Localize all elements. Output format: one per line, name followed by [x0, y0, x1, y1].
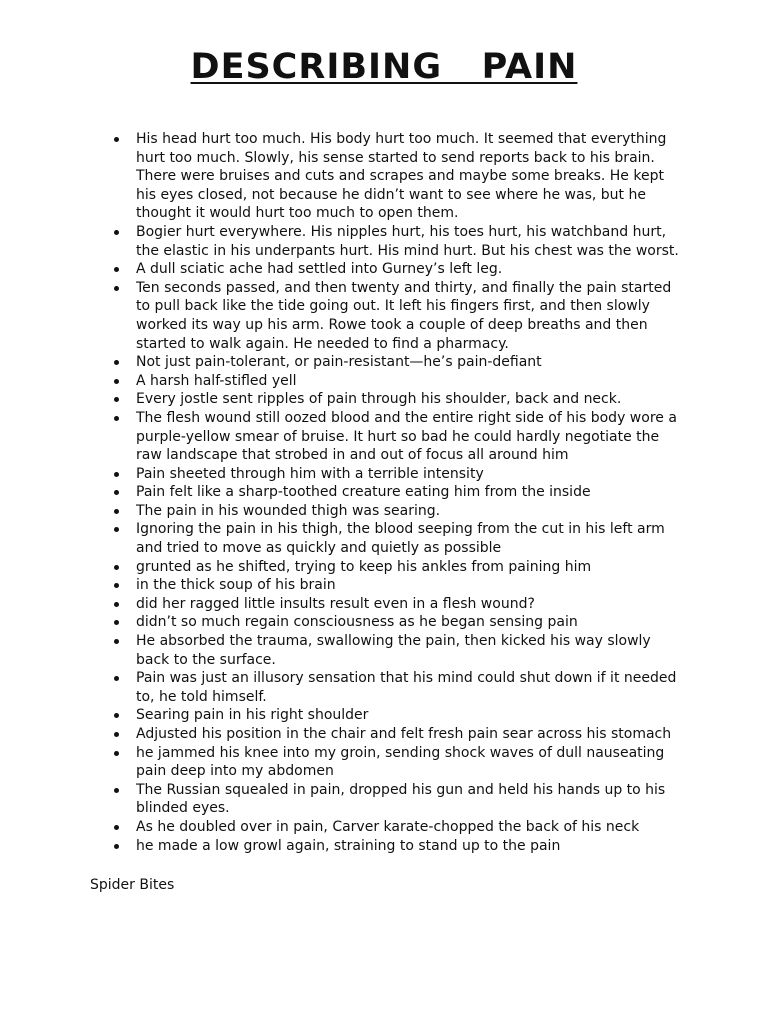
- list-item: The pain in his wounded thigh was searing.: [110, 502, 680, 521]
- list-item: didn’t so much regain consciousness as he began sensing pain: [110, 613, 680, 632]
- list-item: Pain sheeted through him with a terrible intensity: [110, 465, 680, 484]
- list-item: The flesh wound still oozed blood and the entire right side of his body wore a purple-yellow smear of bruise. It hurt so bad he could hardly negotiate the raw landscape that strobed in and out of focus all around him: [110, 409, 680, 465]
- list-item: Searing pain in his right shoulder: [110, 706, 680, 725]
- page-title-text: DESCRIBING PAIN: [190, 47, 578, 87]
- list-item: Ignoring the pain in his thigh, the blood seeping from the cut in his left arm and tried to move as quickly and quietly as possible: [110, 520, 680, 557]
- list-item: A dull sciatic ache had settled into Gurney’s left leg.: [110, 260, 680, 279]
- list-item: The Russian squealed in pain, dropped his gun and held his hands up to his blinded eyes.: [110, 781, 680, 818]
- list-item: Not just pain-tolerant, or pain-resistant—he’s pain-defiant: [110, 353, 680, 372]
- list-item: grunted as he shifted, trying to keep his ankles from paining him: [110, 558, 680, 577]
- list-item: Ten seconds passed, and then twenty and thirty, and finally the pain started to pull back like the tide going out. It left his fingers first, and then slowly worked its way up his arm. Rowe took a couple of deep breaths and then started to walk again. He needed to find a pharmacy.: [110, 279, 680, 353]
- bullet-list: [110, 130, 680, 855]
- list-item: Bogier hurt everywhere. His nipples hurt, his toes hurt, his watchband hurt, the elastic in his underpants hurt. His mind hurt. But his chest was the worst.: [110, 223, 680, 260]
- list-item: Pain was just an illusory sensation that his mind could shut down if it needed to, he told himself.: [110, 669, 680, 706]
- page-title: [0, 44, 768, 90]
- list-item: he jammed his knee into my groin, sending shock waves of dull nauseating pain deep into my abdomen: [110, 744, 680, 781]
- list-item: He absorbed the trauma, swallowing the pain, then kicked his way slowly back to the surface.: [110, 632, 680, 669]
- list-item: in the thick soup of his brain: [110, 576, 680, 595]
- list-item: Adjusted his position in the chair and felt fresh pain sear across his stomach: [110, 725, 680, 744]
- list-item: As he doubled over in pain, Carver karate-chopped the back of his neck: [110, 818, 680, 837]
- list-item: Pain felt like a sharp-toothed creature eating him from the inside: [110, 483, 680, 502]
- list-item: he made a low growl again, straining to stand up to the pain: [110, 837, 680, 856]
- list-item: Every jostle sent ripples of pain through his shoulder, back and neck.: [110, 390, 680, 409]
- list-item: did her ragged little insults result even in a flesh wound?: [110, 595, 680, 614]
- footer-note: Spider Bites: [90, 877, 175, 893]
- list-item: His head hurt too much. His body hurt too much. It seemed that everything hurt too much. Slowly, his sense started to send reports back to his brain. There were bruises and cuts and scrapes and maybe some breaks. He kept his eyes closed, not because he didn’t want to see where he was, but he thought it would hurt too much to open them.: [110, 130, 680, 223]
- list-item: A harsh half-stifled yell: [110, 372, 680, 391]
